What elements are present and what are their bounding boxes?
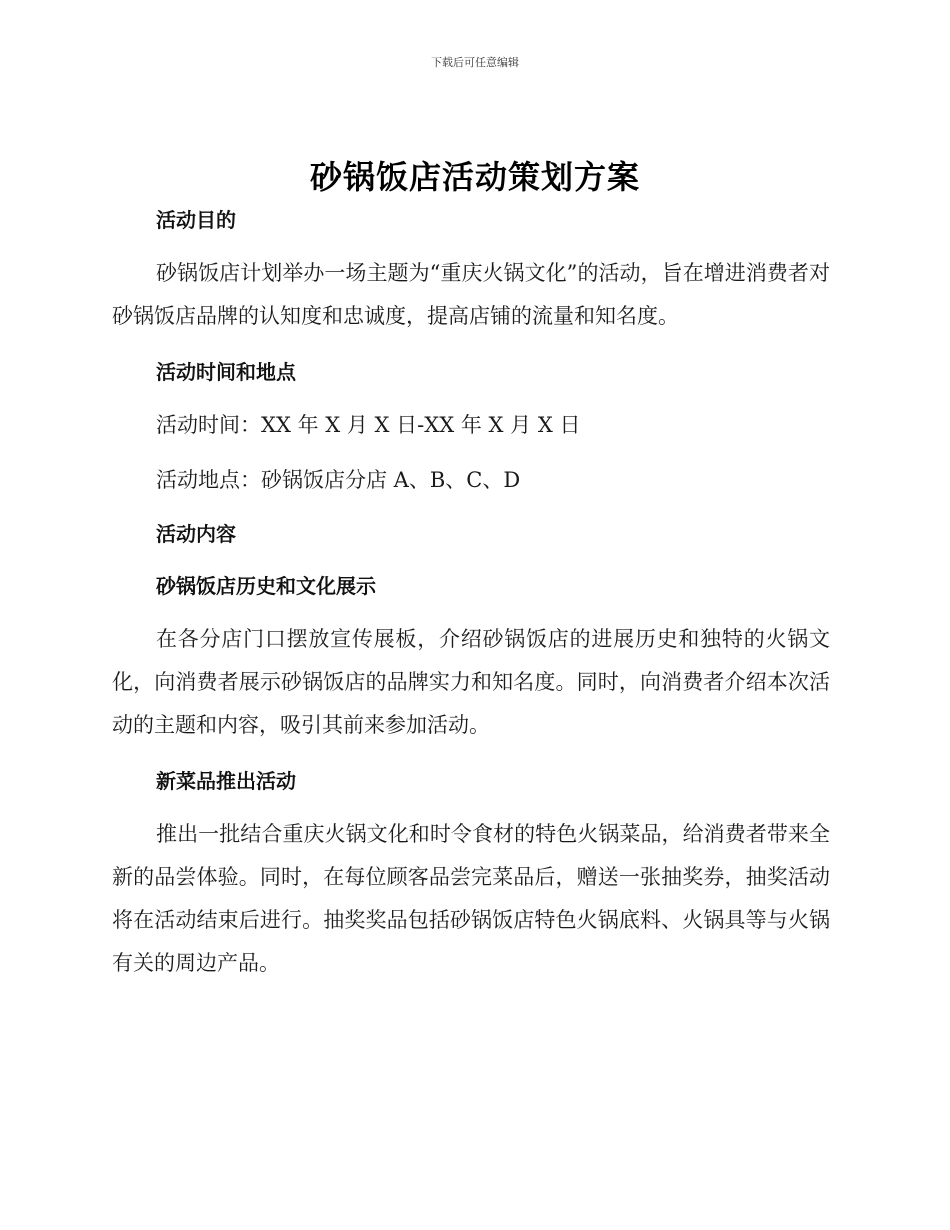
purpose-paragraph: 砂锅饭店计划举办一场主题为“重庆火锅文化”的活动，旨在增进消费者对砂锅饭店品牌的认知度和忠诚度，提高店铺的流量和知名度。 <box>112 261 830 328</box>
time-place-heading: 活动时间和地点 <box>156 360 296 384</box>
history-heading: 砂锅饭店历史和文化展示 <box>156 574 376 598</box>
new-dish-heading: 新菜品推出活动 <box>156 769 296 793</box>
new-dish-paragraph: 推出一批结合重庆火锅文化和时令食材的特色火锅菜品，给消费者带来全新的品尝体验。同时，在每位顾客品尝完菜品后，赠送一张抽奖券，抽奖活动将在活动结束后进行。抽奖奖品包括砂锅饭店特色火锅底料、火锅具等与火锅有关的周边产品。 <box>112 822 830 975</box>
event-place-line: 活动地点：砂锅饭店分店 A、B、C、D <box>156 468 521 492</box>
purpose-heading: 活动目的 <box>156 208 236 232</box>
header-note: 下载后可任意编辑 <box>431 56 519 69</box>
document-title: 砂锅饭店活动策划方案 <box>309 158 640 196</box>
document-body <box>112 200 830 985</box>
event-time-line: 活动时间：XX 年 X 月 X 日-XX 年 X 月 X 日 <box>156 413 581 437</box>
content-heading: 活动内容 <box>156 522 236 546</box>
history-paragraph: 在各分店门口摆放宣传展板，介绍砂锅饭店的进展历史和独特的火锅文化，向消费者展示砂锅饭店的品牌实力和知名度。同时，向消费者介绍本次活动的主题和内容，吸引其前来参加活动。 <box>112 627 830 737</box>
